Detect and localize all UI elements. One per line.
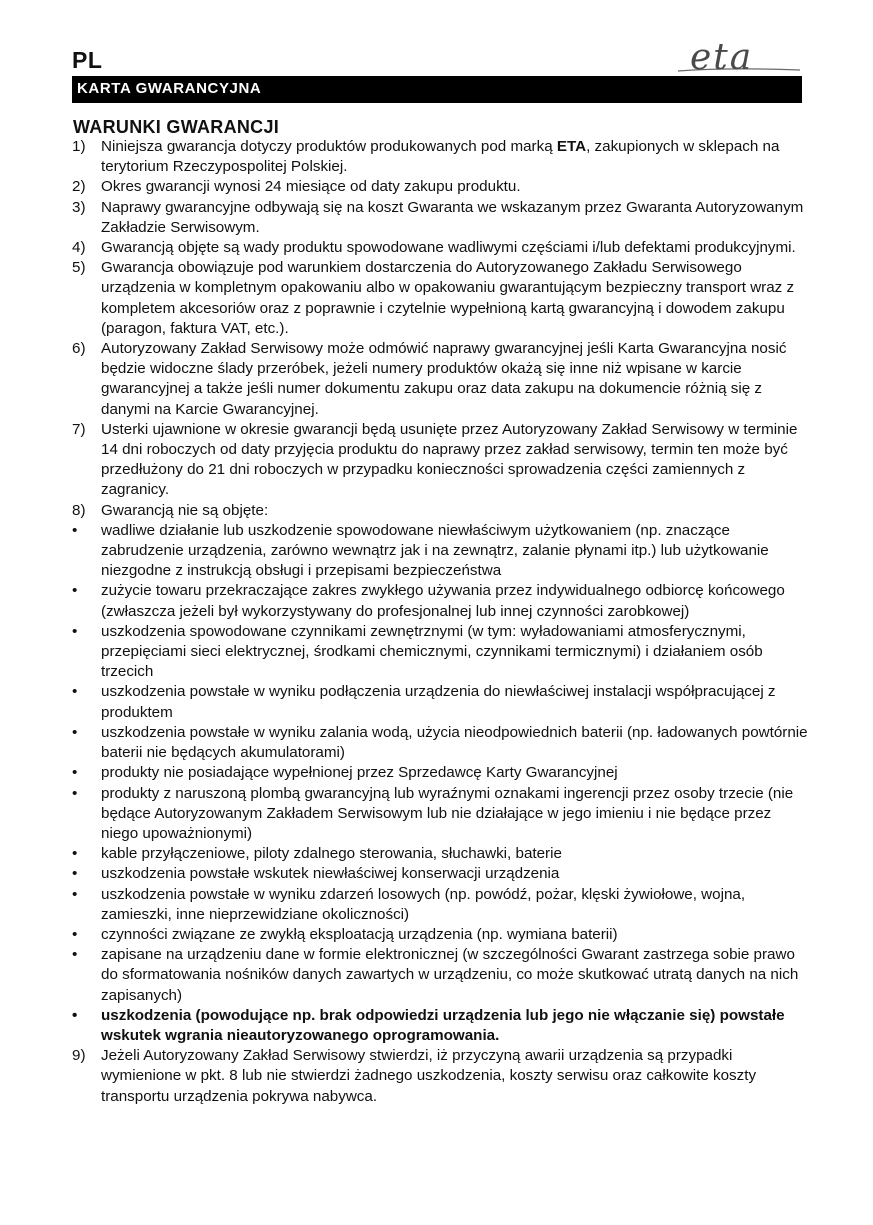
exclusion-text: czynności związane ze zwykłą eksploatacją urządzenia (np. wymiana baterii)	[101, 925, 618, 943]
logo-text: eta	[690, 40, 754, 76]
bullet: •	[72, 865, 78, 883]
bullet: •	[72, 582, 78, 600]
clause-marker: 3)	[72, 198, 86, 216]
clause-7	[72, 420, 812, 501]
exclusion-item	[72, 885, 812, 925]
clause-text: Gwarancją nie są objęte:	[101, 501, 269, 519]
clause-text: Autoryzowany Zakład Serwisowy może odmówić naprawy gwarancyjnej jeśli Karta Gwarancyjna nosić będzie widoczne ślady przeróbek, jeżeli numery produktów okażą się inne niż wpisane w karcie gwarancyjnej a także jeśli numer dokumentu zakupu oraz data zakupu na dokumencie różnią się z danymi na Karcie Gwarancyjnej.	[101, 340, 787, 418]
clause-text: Gwarancją objęte są wady produktu spowodowane wadliwymi częściami i/lub defektami produkcyjnymi.	[101, 239, 796, 257]
bullet: •	[72, 845, 78, 863]
clause-9	[72, 1046, 812, 1107]
clause-marker: 4)	[72, 239, 86, 257]
clause-marker: 7)	[72, 420, 86, 438]
exclusion-item	[72, 622, 812, 683]
exclusion-item	[72, 581, 812, 621]
bullet: •	[72, 723, 78, 741]
exclusion-text: wadliwe działanie lub uszkodzenie spowodowane niewłaściwym użytkowaniem (np. znaczące zabrudzenie urządzenia, zarówno wewnątrz jak i na zewnątrz, zalanie płynami itp.) lub użytkowanie niezgodne z instrukcją obsługi i przepisami bezpieczeństwa	[101, 521, 769, 580]
clause-4	[72, 238, 812, 258]
eta-logo	[676, 40, 802, 76]
clause-text: Gwarancja obowiązuje pod warunkiem dostarczenia do Autoryzowanego Zakładu Serwisowego urządzenia w kompletnym opakowaniu albo w opakowaniu gwarantującym bezpieczny transport wraz z kompletem akcesoriów oraz z poprawnie i czytelnie wypełnioną kartą gwarancyjną i dowodem zakupu (paragon, faktura VAT, etc.).	[101, 259, 795, 337]
bullet: •	[72, 683, 78, 701]
card-title-bar	[72, 76, 802, 103]
exclusion-text: produkty nie posiadające wypełnionej przez Sprzedawcę Karty Gwarancyjnej	[101, 764, 618, 782]
warranty-clauses	[72, 137, 812, 1107]
exclusion-item	[72, 682, 812, 722]
exclusion-text: uszkodzenia powstałe w wyniku zalania wodą, użycia nieodpowiednich baterii (np. ładowanych powtórnie baterii nie będących akumulatorami)	[101, 723, 808, 762]
bullet: •	[72, 925, 78, 943]
exclusion-item	[72, 864, 812, 884]
clause-3	[72, 198, 812, 238]
clause-marker: 5)	[72, 259, 86, 277]
exclusion-text: uszkodzenia powstałe wskutek niewłaściwej konserwacji urządzenia	[101, 865, 560, 883]
clause-marker: 9)	[72, 1047, 86, 1065]
brand-name: ETA	[556, 138, 587, 155]
exclusion-text: zapisane na urządzeniu dane w formie elektronicznej (w szczególności Gwarant zastrzega sobie prawo do sformatowania nośników danych zawartych w urządzeniu, co może skutkować utratą danych na nich zapisanych)	[101, 946, 799, 1004]
bullet: •	[72, 885, 78, 903]
clause-text	[101, 137, 812, 177]
bullet: •	[72, 1006, 78, 1024]
language-code: PL	[72, 47, 103, 73]
clause-text-part: , zakupionych w sklepach na terytorium Rzeczypospolitej Polskiej.	[101, 138, 780, 176]
exclusion-item	[72, 784, 812, 845]
exclusion-text: uszkodzenia spowodowane czynnikami zewnętrznymi (w tym: wyładowaniami atmosferycznymi, przepięciami sieci elektrycznej, środkami chemicznymi, czynnikami termicznymi) i działaniem osób trzecich	[101, 622, 763, 681]
exclusion-item	[72, 763, 812, 783]
clause-text: Okres gwarancji wynosi 24 miesiące od daty zakupu produktu.	[101, 178, 521, 196]
exclusion-text: zużycie towaru przekraczające zakres zwykłego używania przez indywidualnego odbiorcę końcowego (zwłaszcza jeżeli był wykorzystywany do profesjonalnej lub innej czynności zarobkowej)	[101, 582, 785, 620]
exclusion-item	[72, 945, 812, 1006]
clause-2	[72, 177, 812, 197]
exclusion-text: uszkodzenia (powodujące np. brak odpowiedzi urządzenia lub jego nie włączanie się) powstałe wskutek wgrania nieautoryzowanego oprogramowania.	[101, 1006, 785, 1044]
clause-6	[72, 339, 812, 420]
clause-text: Usterki ujawnione w okresie gwarancji będą usunięte przez Autoryzowany Zakład Serwisowy w terminie 14 dni roboczych od daty przyjęcia produktu do naprawy przez zakład serwisowy, termin ten może być przedłużony do 21 dni roboczych w przypadku konieczności sprowadzenia części zamiennych z zagranicy.	[101, 420, 798, 499]
clause-marker: 2)	[72, 178, 86, 196]
bullet: •	[72, 946, 78, 964]
exclusion-item	[72, 925, 812, 945]
card-title: KARTA GWARANCYJNA	[77, 80, 262, 97]
clause-marker: 1)	[72, 138, 86, 155]
clause-text: Naprawy gwarancyjne odbywają się na koszt Gwaranta we wskazanym przez Gwaranta Autoryzowanym Zakładzie Serwisowym.	[101, 198, 804, 236]
exclusion-text: uszkodzenia powstałe w wyniku podłączenia urządzenia do niewłaściwej instalacji współpracującej z produktem	[101, 683, 776, 721]
clause-marker: 8)	[72, 501, 86, 519]
exclusion-text: uszkodzenia powstałe w wyniku zdarzeń losowych (np. powódź, pożar, klęski żywiołowe, wojna, zamieszki, inne nieprzewidziane okoliczności)	[101, 885, 746, 923]
exclusion-text: produkty z naruszoną plombą gwarancyjną lub wyraźnymi oznakami ingerencji przez osoby trzecie (nie będące Autoryzowanym Zakładem Serwisowym lub nie działające w jego imieniu i nie będące przez niego upoważnionymi)	[101, 784, 794, 842]
clause-8	[72, 501, 812, 521]
clause-marker: 6)	[72, 340, 86, 358]
exclusion-item	[72, 521, 812, 582]
clause-text: Jeżeli Autoryzowany Zakład Serwisowy stwierdzi, iż przyczyną awarii urządzenia są przypadki wymienione w pkt. 8 lub nie stwierdzi żadnego uszkodzenia, koszty serwisu oraz całkowite koszty transportu urządzenia pokrywa nabywca.	[101, 1047, 757, 1105]
exclusion-item	[72, 844, 812, 864]
bullet: •	[72, 784, 78, 802]
exclusion-text: kable przyłączeniowe, piloty zdalnego sterowania, słuchawki, baterie	[101, 845, 562, 863]
bullet: •	[72, 764, 78, 782]
clause-text-part: Niniejsza gwarancja dotyczy produktów produkowanych pod marką	[101, 138, 557, 155]
clause-1	[72, 137, 812, 177]
bullet: •	[72, 622, 78, 640]
section-heading: WARUNKI GWARANCJI	[73, 117, 280, 137]
exclusion-item	[72, 723, 812, 763]
exclusion-item-software	[72, 1006, 812, 1046]
bullet: •	[72, 521, 78, 539]
clause-5	[72, 258, 812, 339]
